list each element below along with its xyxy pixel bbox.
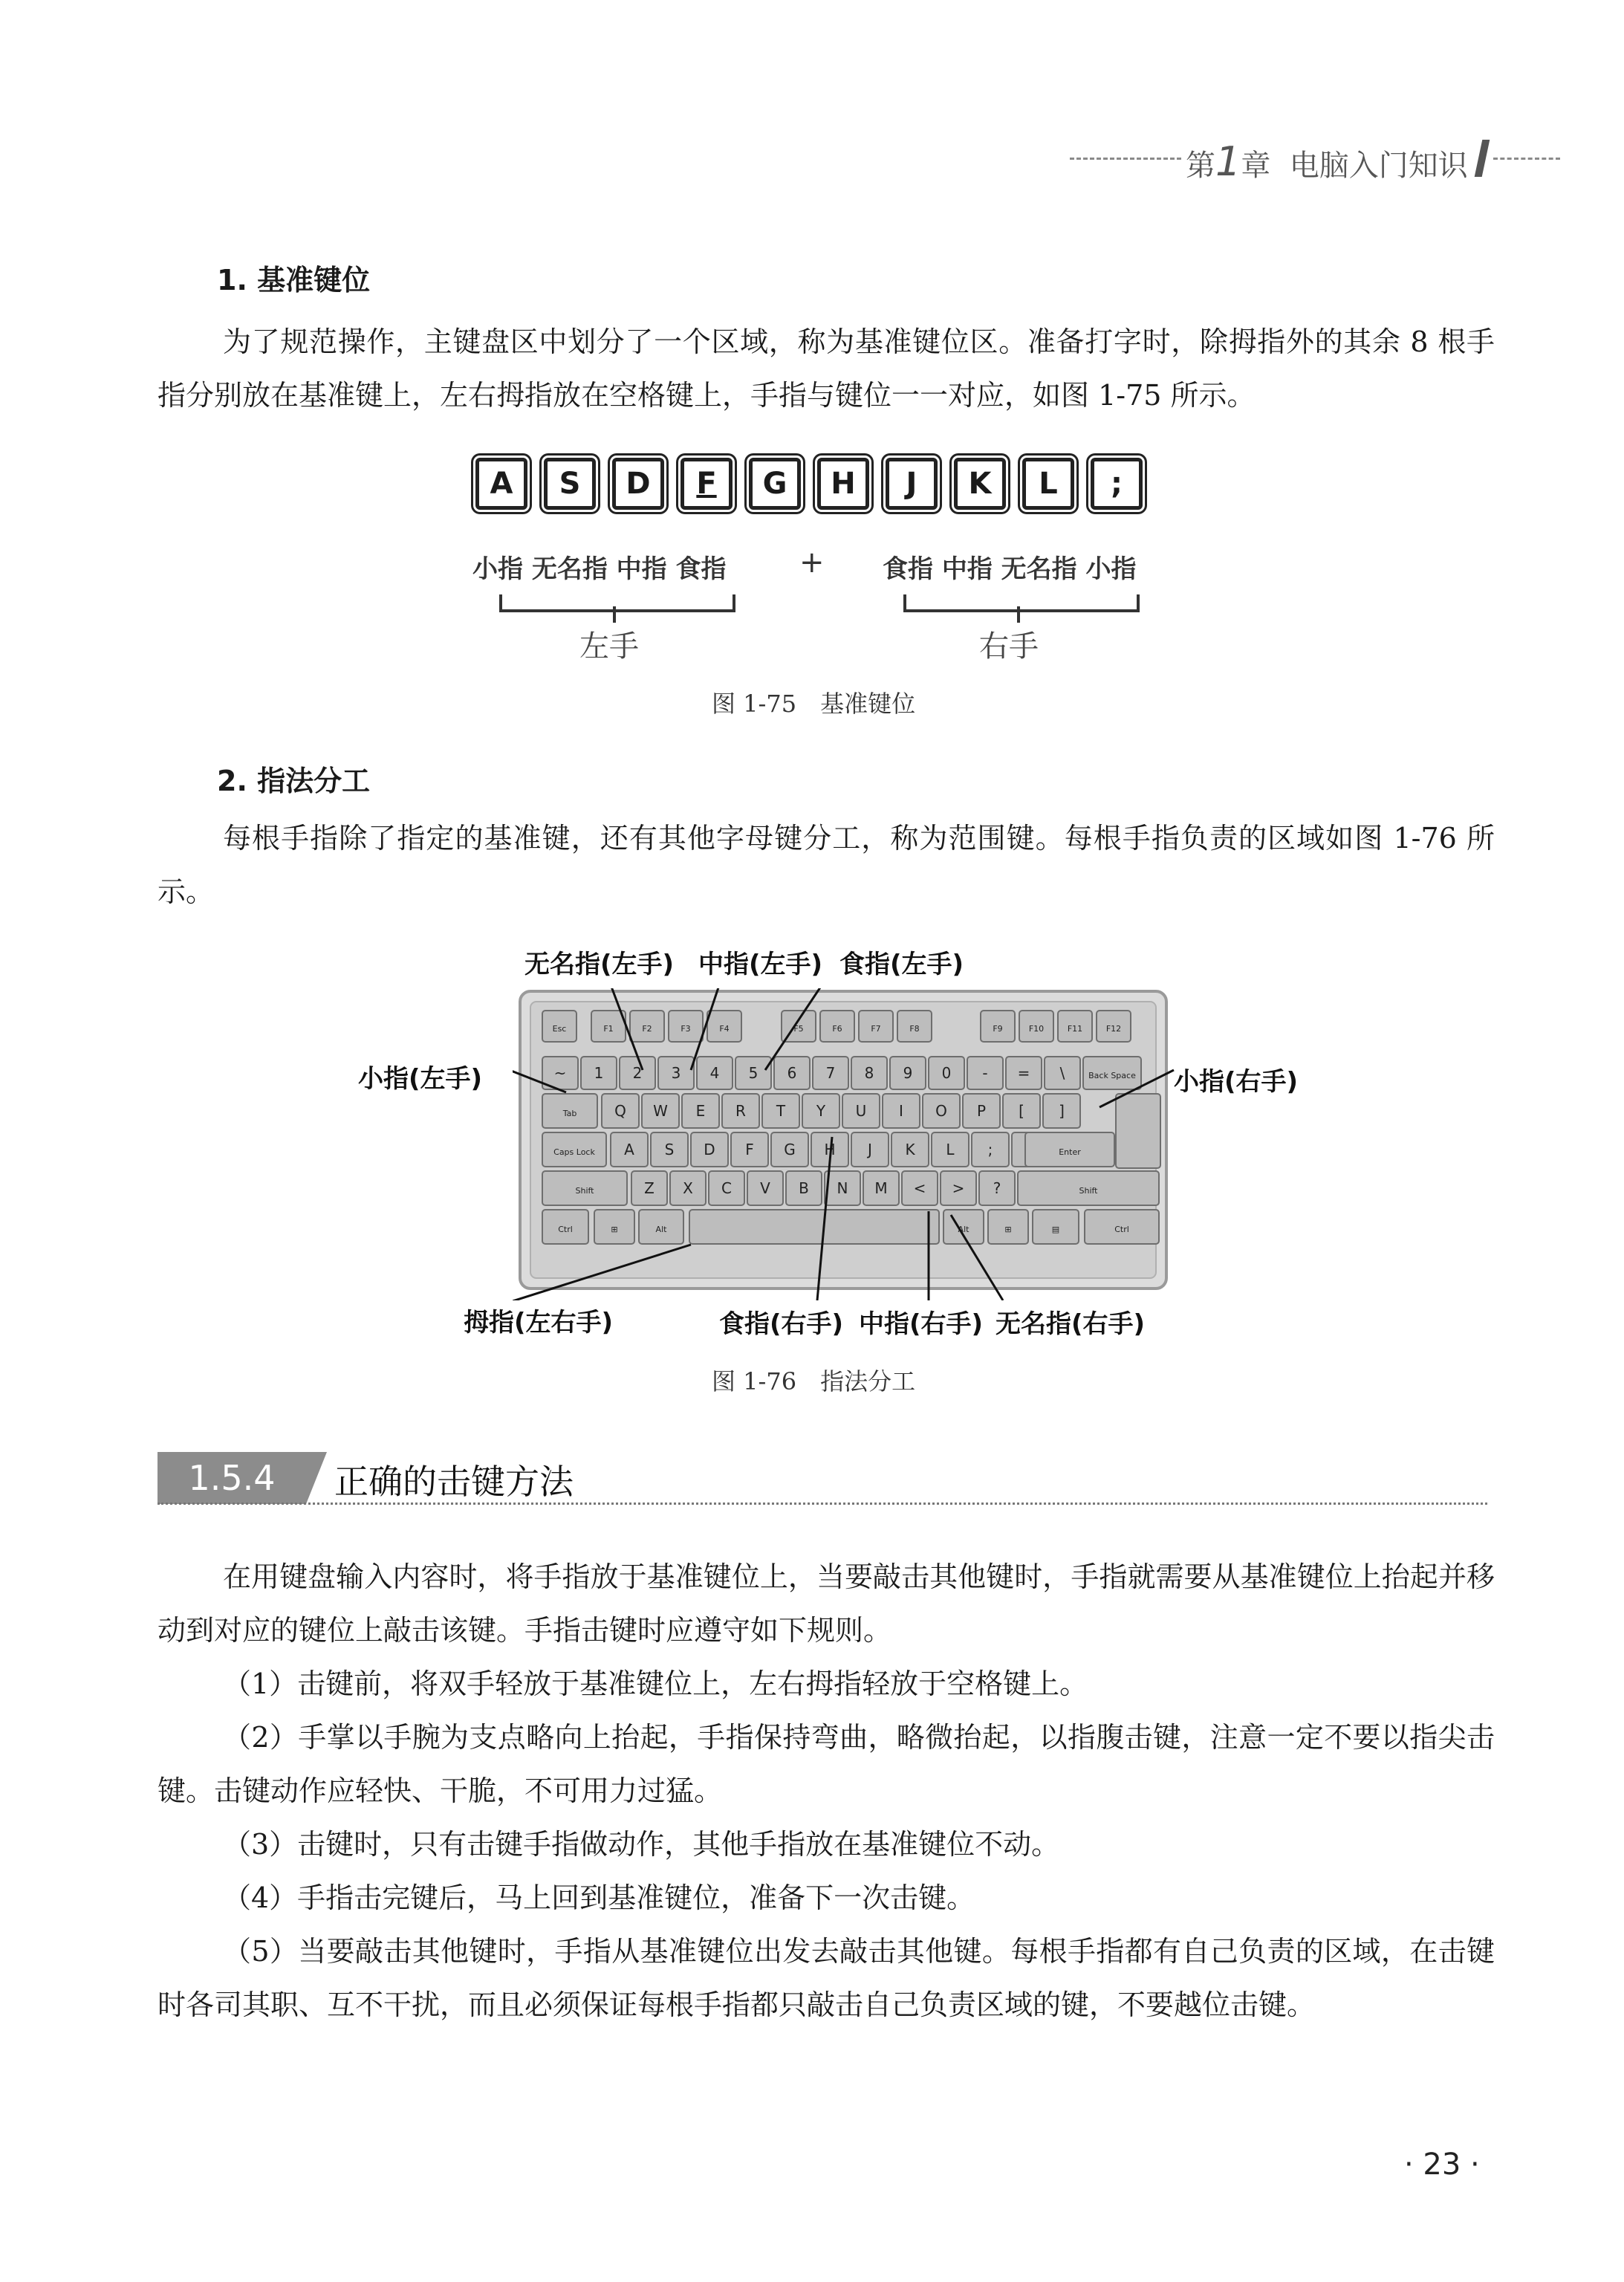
left-bracket xyxy=(499,594,735,612)
svg-text:~: ~ xyxy=(553,1064,567,1082)
svg-text:G: G xyxy=(784,1141,796,1158)
svg-text:=: = xyxy=(1017,1064,1030,1082)
fn-key-f7 xyxy=(859,1011,893,1042)
bottom-row-key xyxy=(863,1171,899,1205)
svg-text:H: H xyxy=(824,1141,836,1158)
svg-text:4: 4 xyxy=(709,1064,720,1082)
number-row-key xyxy=(1006,1057,1042,1089)
qwerty-row-key xyxy=(762,1094,799,1128)
qwerty-row-key xyxy=(602,1094,639,1128)
fn-key-f8 xyxy=(897,1011,932,1042)
right-bracket-tick xyxy=(1017,606,1020,623)
modifier-key xyxy=(943,1210,984,1244)
fn-key-f9 xyxy=(981,1011,1015,1042)
svg-text:Q: Q xyxy=(614,1102,626,1120)
svg-text:T: T xyxy=(776,1102,786,1120)
svg-text:A: A xyxy=(624,1141,634,1158)
left-bracket-tick xyxy=(613,606,616,623)
svg-text:F4: F4 xyxy=(719,1024,730,1034)
bottom-row-key xyxy=(941,1171,976,1205)
home-row-key xyxy=(972,1132,1009,1167)
number-row-key xyxy=(658,1057,694,1089)
label-middle-right: 中指(右手) xyxy=(859,1309,984,1339)
section-number-badge: 1.5.4 xyxy=(157,1452,306,1504)
modifier-key xyxy=(1033,1210,1079,1244)
svg-text:▤: ▤ xyxy=(1051,1225,1060,1234)
svg-text:F9: F9 xyxy=(993,1024,1003,1034)
left-hand-label: 左手 xyxy=(579,629,639,664)
svg-text:J: J xyxy=(868,1141,872,1158)
svg-text:F7: F7 xyxy=(871,1024,881,1034)
keyboard-illustration xyxy=(513,988,1181,1300)
section2-heading: 2. 指法分工 xyxy=(217,765,371,797)
bottom-row-key xyxy=(542,1171,627,1205)
number-row-key xyxy=(735,1057,771,1089)
svg-text:<: < xyxy=(913,1179,926,1197)
number-row-key xyxy=(929,1057,964,1089)
chapter-prefix: 第 xyxy=(1186,149,1215,183)
space-bar xyxy=(689,1210,939,1244)
svg-text:0: 0 xyxy=(941,1064,952,1082)
bottom-row-key xyxy=(786,1171,822,1205)
fn-key-f2 xyxy=(630,1011,664,1042)
modifier-key xyxy=(594,1210,634,1244)
fn-key-f6 xyxy=(820,1011,854,1042)
svg-text:5: 5 xyxy=(748,1064,759,1082)
fn-key-esc xyxy=(542,1011,576,1042)
svg-text:Tab: Tab xyxy=(562,1109,577,1118)
key-d: D xyxy=(612,458,664,510)
svg-text:Z: Z xyxy=(644,1179,655,1197)
fn-key-f1 xyxy=(591,1011,626,1042)
right-fingers-label: 食指 中指 无名指 小指 xyxy=(883,554,1137,584)
svg-text:3: 3 xyxy=(671,1064,681,1082)
label-ring-left: 无名指(左手) xyxy=(524,950,675,979)
svg-text:[: [ xyxy=(1019,1102,1024,1120)
svg-text:I: I xyxy=(899,1102,903,1120)
svg-text:F5: F5 xyxy=(793,1024,804,1034)
section1-paragraph: 为了规范操作，主键盘区中划分了一个区域，称为基准键位区。准备打字时，除拇指外的其余 8 根手指分别放在基准键上，左右拇指放在空格键上，手指与键位一一对应，如图 1-75 所示。 xyxy=(157,325,1495,412)
number-row-key xyxy=(774,1057,810,1089)
page-number: · 23 · xyxy=(1404,2148,1480,2182)
right-bracket xyxy=(903,594,1140,612)
svg-text:L: L xyxy=(946,1141,955,1158)
label-middle-left: 中指(左手) xyxy=(698,950,823,979)
plus-sign: + xyxy=(799,545,825,580)
bottom-row-key xyxy=(825,1171,860,1205)
number-row-key xyxy=(581,1057,617,1089)
bottom-row-key xyxy=(631,1171,667,1205)
home-row-key xyxy=(651,1132,688,1167)
chapter-header xyxy=(1186,138,1468,185)
header-rule-right xyxy=(1493,158,1560,160)
home-row-key xyxy=(1025,1132,1114,1167)
home-row-key xyxy=(851,1132,889,1167)
svg-text:Ctrl: Ctrl xyxy=(558,1225,573,1234)
chapter-number: 1 xyxy=(1215,138,1241,185)
svg-text:C: C xyxy=(721,1179,732,1197)
section-underline xyxy=(157,1503,1487,1505)
qwerty-row-key xyxy=(722,1094,759,1128)
label-ring-right: 无名指(右手) xyxy=(995,1309,1146,1339)
svg-text:Caps Lock: Caps Lock xyxy=(553,1147,595,1157)
modifier-key xyxy=(542,1210,588,1244)
qwerty-row-key xyxy=(1003,1094,1040,1128)
bottom-row-key xyxy=(902,1171,938,1205)
svg-text:W: W xyxy=(653,1102,668,1120)
home-row-key xyxy=(691,1132,728,1167)
left-fingers-label: 小指 无名指 中指 食指 xyxy=(472,554,727,584)
number-row-key xyxy=(813,1057,848,1089)
section-title: 正确的击键方法 xyxy=(334,1462,574,1502)
label-index-right: 食指(右手) xyxy=(719,1309,844,1339)
section2-paragraph: 每根手指除了指定的基准键，还有其他字母键分工，称为范围键。每根手指负责的区域如图 1-76 所示。 xyxy=(157,822,1495,908)
svg-text:;: ; xyxy=(987,1141,993,1158)
fn-key-f10 xyxy=(1019,1011,1053,1042)
qwerty-row-key xyxy=(883,1094,920,1128)
key-l: L xyxy=(1022,458,1074,510)
modifier-key xyxy=(988,1210,1028,1244)
home-row-key xyxy=(932,1132,969,1167)
svg-text:⊞: ⊞ xyxy=(1004,1225,1012,1234)
label-pinky-right: 小指(右手) xyxy=(1174,1067,1299,1097)
bottom-row-key xyxy=(747,1171,783,1205)
number-row-key xyxy=(1045,1057,1080,1089)
qwerty-row-key xyxy=(802,1094,839,1128)
section-badge-tab xyxy=(306,1452,327,1504)
svg-text:N: N xyxy=(837,1179,848,1197)
qwerty-row-key xyxy=(542,1094,597,1128)
key-g: G xyxy=(749,458,801,510)
number-row-key xyxy=(620,1057,655,1089)
home-row-key xyxy=(891,1132,929,1167)
fn-key-f12 xyxy=(1097,1011,1131,1042)
svg-text:]: ] xyxy=(1059,1102,1065,1120)
qwerty-row-key xyxy=(923,1094,960,1128)
svg-text:D: D xyxy=(704,1141,715,1158)
svg-text:X: X xyxy=(683,1179,693,1197)
section3-intro: 在用键盘输入内容时，将手指放于基准键位上，当要敲击其他键时，手指就需要从基准键位上抬起并移动到对应的键位上敲击该键。手指击键时应遵守如下规则。 xyxy=(157,1560,1495,1647)
label-pinky-left: 小指(左手) xyxy=(358,1064,483,1094)
fn-key-f11 xyxy=(1058,1011,1092,1042)
bottom-row-key xyxy=(670,1171,706,1205)
svg-text:F2: F2 xyxy=(642,1024,652,1034)
svg-text:F8: F8 xyxy=(909,1024,920,1034)
svg-text:F3: F3 xyxy=(681,1024,691,1034)
rule-5: （5）当要敲击其他键时，手指从基准键位出发去敲击其他键。每根手指都有自己负责的区域，在击键时各司其职、互不干扰，而且必须保证每根手指都只敲击自己负责区域的键，不要越位击键。 xyxy=(157,1935,1495,2021)
home-row-key xyxy=(731,1132,768,1167)
svg-text:\: \ xyxy=(1059,1064,1065,1082)
svg-text:P: P xyxy=(976,1102,987,1120)
fn-key-f3 xyxy=(669,1011,703,1042)
svg-text:F: F xyxy=(745,1141,754,1158)
qwerty-row-key xyxy=(1043,1094,1080,1128)
rule-3: （3）击键时，只有击键手指做动作，其他手指放在基准键位不动。 xyxy=(223,1828,1060,1861)
home-row-key xyxy=(542,1132,606,1167)
bottom-row-key xyxy=(979,1171,1015,1205)
rule-2: （2）手掌以手腕为支点略向上抬起，手指保持弯曲，略微抬起，以指腹击键，注意一定不要以指尖击键。击键动作应轻快、干脆，不可用力过猛。 xyxy=(157,1721,1495,1807)
number-row-key xyxy=(1083,1057,1141,1089)
svg-text:B: B xyxy=(799,1179,809,1197)
bottom-row-key xyxy=(709,1171,744,1205)
fn-key-f4 xyxy=(707,1011,741,1042)
svg-text:F11: F11 xyxy=(1067,1024,1083,1034)
svg-text:Esc: Esc xyxy=(552,1024,567,1034)
svg-text:8: 8 xyxy=(864,1064,874,1082)
svg-text:1: 1 xyxy=(594,1064,604,1082)
svg-text:Ctrl: Ctrl xyxy=(1114,1225,1129,1234)
rule-1: （1）击键前，将双手轻放于基准键位上，左右拇指轻放于空格键上。 xyxy=(223,1667,1088,1700)
key-semicolon: ; xyxy=(1091,458,1143,510)
svg-text:Enter: Enter xyxy=(1059,1147,1081,1157)
key-f: F xyxy=(681,458,733,510)
number-row-key xyxy=(890,1057,926,1089)
svg-text:Back Space: Back Space xyxy=(1088,1071,1136,1080)
svg-text:2: 2 xyxy=(632,1064,643,1082)
header-rule-left xyxy=(1070,158,1181,160)
svg-text:6: 6 xyxy=(787,1064,797,1082)
qwerty-row-key xyxy=(963,1094,1000,1128)
svg-text:R: R xyxy=(735,1102,746,1120)
home-row-key xyxy=(771,1132,808,1167)
svg-text:Y: Y xyxy=(816,1102,826,1120)
key-j: J xyxy=(886,458,938,510)
svg-text:F1: F1 xyxy=(603,1024,614,1034)
svg-text:F10: F10 xyxy=(1028,1024,1045,1034)
svg-text:F12: F12 xyxy=(1105,1024,1122,1034)
svg-text:K: K xyxy=(905,1141,915,1158)
qwerty-row-key xyxy=(842,1094,880,1128)
key-h: H xyxy=(817,458,869,510)
svg-text:S: S xyxy=(664,1141,675,1158)
qwerty-row-key xyxy=(682,1094,719,1128)
number-row-key xyxy=(851,1057,887,1089)
svg-text:U: U xyxy=(855,1102,867,1120)
number-row-key xyxy=(697,1057,733,1089)
label-thumb: 拇指(左右手) xyxy=(464,1308,614,1338)
svg-text:O: O xyxy=(935,1102,947,1120)
figure-75-caption: 图 1-75 基准键位 xyxy=(712,690,916,718)
home-row-key xyxy=(611,1132,648,1167)
key-s: S xyxy=(544,458,596,510)
svg-text:Alt: Alt xyxy=(655,1225,667,1234)
svg-text:-: - xyxy=(982,1064,988,1082)
enter-key-upper xyxy=(1116,1094,1160,1168)
number-row-key xyxy=(967,1057,1003,1089)
svg-text:Alt: Alt xyxy=(958,1225,969,1234)
svg-text:M: M xyxy=(874,1179,888,1197)
chapter-bar-icon xyxy=(1475,140,1490,177)
svg-text:E: E xyxy=(695,1102,706,1120)
svg-text:Shift: Shift xyxy=(575,1186,594,1196)
qwerty-row-key xyxy=(642,1094,679,1128)
figure-76-caption: 图 1-76 指法分工 xyxy=(712,1367,916,1396)
svg-text:>: > xyxy=(952,1179,965,1197)
svg-text:Shift: Shift xyxy=(1079,1186,1098,1196)
modifier-key xyxy=(639,1210,683,1244)
modifier-key xyxy=(1085,1210,1159,1244)
chapter-suffix: 章 xyxy=(1241,149,1271,183)
bottom-row-key xyxy=(1018,1171,1159,1205)
svg-text:?: ? xyxy=(993,1179,1001,1197)
right-hand-label: 右手 xyxy=(979,629,1039,664)
svg-text:F6: F6 xyxy=(832,1024,842,1034)
svg-text:7: 7 xyxy=(825,1064,836,1082)
key-k: K xyxy=(954,458,1006,510)
key-a: A xyxy=(475,458,527,510)
svg-text:9: 9 xyxy=(903,1064,913,1082)
svg-text:V: V xyxy=(760,1179,770,1197)
label-index-left: 食指(左手) xyxy=(839,950,964,979)
rule-4: （4）手指击完键后，马上回到基准键位，准备下一次击键。 xyxy=(223,1881,975,1914)
chapter-title: 电脑入门知识 xyxy=(1289,149,1468,183)
svg-text:⊞: ⊞ xyxy=(611,1225,618,1234)
section1-heading: 1. 基准键位 xyxy=(217,264,371,296)
